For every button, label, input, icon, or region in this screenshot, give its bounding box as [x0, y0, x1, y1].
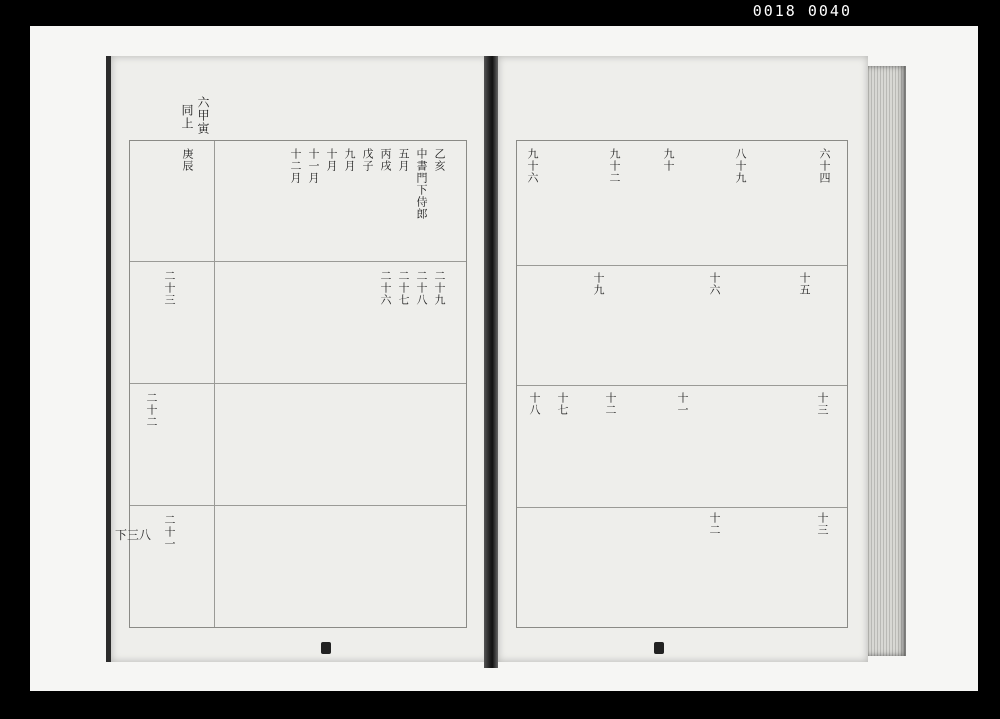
left-entry: 五月: [397, 148, 410, 172]
right-entry: 十三: [816, 512, 829, 536]
left-entry: 乙亥: [433, 148, 446, 172]
left-entry: 戊子: [361, 148, 374, 172]
left-entry: 十一月: [307, 148, 320, 184]
book-spread: [106, 56, 906, 668]
left-entry: 二十二: [145, 392, 158, 428]
clip-mark: [654, 642, 664, 654]
right-entry: 十七: [556, 392, 569, 416]
right-entry: 六十四: [818, 148, 831, 184]
left-entry: 二十六: [379, 270, 392, 306]
left-entry: 二十九: [433, 270, 446, 306]
right-entry: 十六: [708, 272, 721, 296]
right-entry: 十八: [528, 392, 541, 416]
left-entry: 十二月: [289, 148, 302, 184]
left-entry: 二十一: [163, 514, 176, 550]
left-entry: 十月: [325, 148, 338, 172]
frame-code: 0018 0040: [752, 2, 852, 20]
right-entry: 十九: [592, 272, 605, 296]
left-entry: 二十三: [163, 270, 176, 306]
page-number: 下三八: [115, 528, 152, 542]
left-entry: 九月: [343, 148, 356, 172]
left-entry: 二十八: [415, 270, 428, 306]
page-edge-stack: [868, 66, 906, 656]
right-page: [498, 56, 868, 662]
left-entry: 中書門下侍郎: [415, 148, 428, 220]
left-entry: 庚辰: [181, 148, 194, 172]
right-entry: 九十二: [608, 148, 621, 184]
right-entry: 十二: [708, 512, 721, 536]
left-header-1: 六甲寅: [196, 96, 210, 135]
left-header-2: 同上: [180, 104, 194, 130]
right-entry: 十五: [798, 272, 811, 296]
right-entry: 九十: [662, 148, 675, 172]
right-entry: 十二: [604, 392, 617, 416]
right-entry: 十三: [816, 392, 829, 416]
book-spine: [484, 56, 498, 668]
right-entry: 八十九: [734, 148, 747, 184]
right-entry: 九十六: [526, 148, 539, 184]
left-entry: 丙戌: [379, 148, 392, 172]
left-entry: 二十七: [397, 270, 410, 306]
left-page: [106, 56, 489, 662]
right-table: [516, 140, 848, 628]
clip-mark: [321, 642, 331, 654]
right-entry: 十一: [676, 392, 689, 416]
